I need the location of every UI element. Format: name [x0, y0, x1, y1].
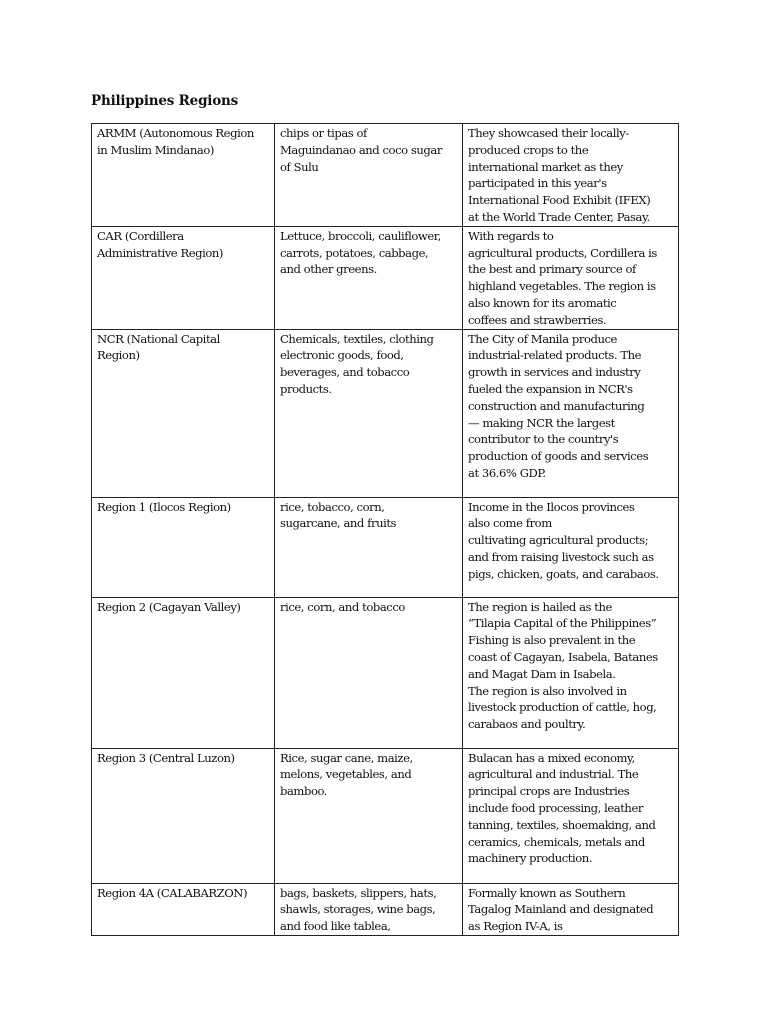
description-cell [463, 497, 679, 597]
region-products: rice, tobacco, corn, sugarcane, and fruits [280, 499, 397, 531]
region-products: chips or tipas of Maguindanao and coco sugar of Sulu [280, 126, 442, 174]
description-cell [463, 748, 679, 883]
table-row [92, 124, 679, 227]
region-products: Lettuce, broccoli, cauliflower, carrots, potatoes, cabbage, and other greens. [280, 228, 441, 277]
region-name: Region 2 (Cagayan Valley) [97, 599, 241, 614]
region-name: NCR (National Capital Region) [97, 331, 220, 363]
table-row [92, 329, 679, 497]
region-products: rice, corn, and tobacco [280, 599, 405, 614]
region-products: bags, baskets, slippers, hats, shawls, storages, wine bags, and food like tablea, [280, 885, 437, 934]
region-description: They showcased their locally- produced crops to the international market as they participated in this year's International Food Exhibit (IFEX) at the World Trade Center, Pasay. [468, 126, 651, 224]
region-description: Bulacan has a mixed economy, agricultural and industrial. The principal crops are Industries include food processing, leather tanning, textiles, shoemaking, and ceramics, chemicals, metals and machinery production. [468, 750, 656, 866]
region-description: Income in the Ilocos provinces also come from cultivating agricultural products; and from raising livestock such as pigs, chicken, goats, and carabaos. [468, 499, 659, 581]
products-cell [275, 329, 463, 497]
region-description: The City of Manila produce industrial-related products. The growth in services and industry fueled the expansion in NCR's construction and manufacturing — making NCR the largest contributor to the country's production of goods and services at 36.6% GDP. [468, 331, 649, 480]
region-products: Rice, sugar cane, maize, melons, vegetables, and bamboo. [280, 750, 413, 799]
products-cell [275, 748, 463, 883]
region-cell [92, 124, 275, 227]
region-description: The region is hailed as the “Tilapia Capital of the Philippines” Fishing is also prevalent in the coast of Cagayan, Isabela, Batanes and Magat Dam in Isabela. The region is also involved in livestock production of cattle, hog, carabaos and poultry. [468, 599, 658, 732]
products-cell [275, 124, 463, 227]
region-products: Chemicals, textiles, clothing electronic goods, food, beverages, and tobacco products. [280, 331, 434, 396]
table-row [92, 597, 679, 748]
regions-table [91, 123, 679, 936]
region-cell [92, 497, 275, 597]
region-name: Region 3 (Central Luzon) [97, 750, 235, 765]
region-cell [92, 748, 275, 883]
description-cell [463, 329, 679, 497]
region-name: CAR (Cordillera Administrative Region) [97, 228, 223, 260]
region-name: Region 1 (Ilocos Region) [97, 499, 231, 514]
region-description: With regards to agricultural products, Cordillera is the best and primary source of highland vegetables. The region is also known for its aromatic coffees and strawberries. [468, 228, 657, 327]
products-cell [275, 597, 463, 748]
description-cell [463, 883, 679, 935]
region-cell [92, 597, 275, 748]
region-name: ARMM (Autonomous Region in Muslim Mindanao) [97, 126, 254, 157]
products-cell [275, 226, 463, 329]
products-cell [275, 883, 463, 935]
table-row [92, 883, 679, 935]
region-name: Region 4A (CALABARZON) [97, 885, 248, 900]
region-description: Formally known as Southern Tagalog Mainland and designated as Region IV-A, is [468, 885, 654, 934]
region-cell [92, 883, 275, 935]
table-row [92, 226, 679, 329]
table-row [92, 497, 679, 597]
products-cell [275, 497, 463, 597]
description-cell [463, 597, 679, 748]
description-cell [463, 226, 679, 329]
region-cell [92, 226, 275, 329]
region-cell [92, 329, 275, 497]
description-cell [463, 124, 679, 227]
document-title: Philippines Regions [91, 93, 239, 109]
table-row [92, 748, 679, 883]
